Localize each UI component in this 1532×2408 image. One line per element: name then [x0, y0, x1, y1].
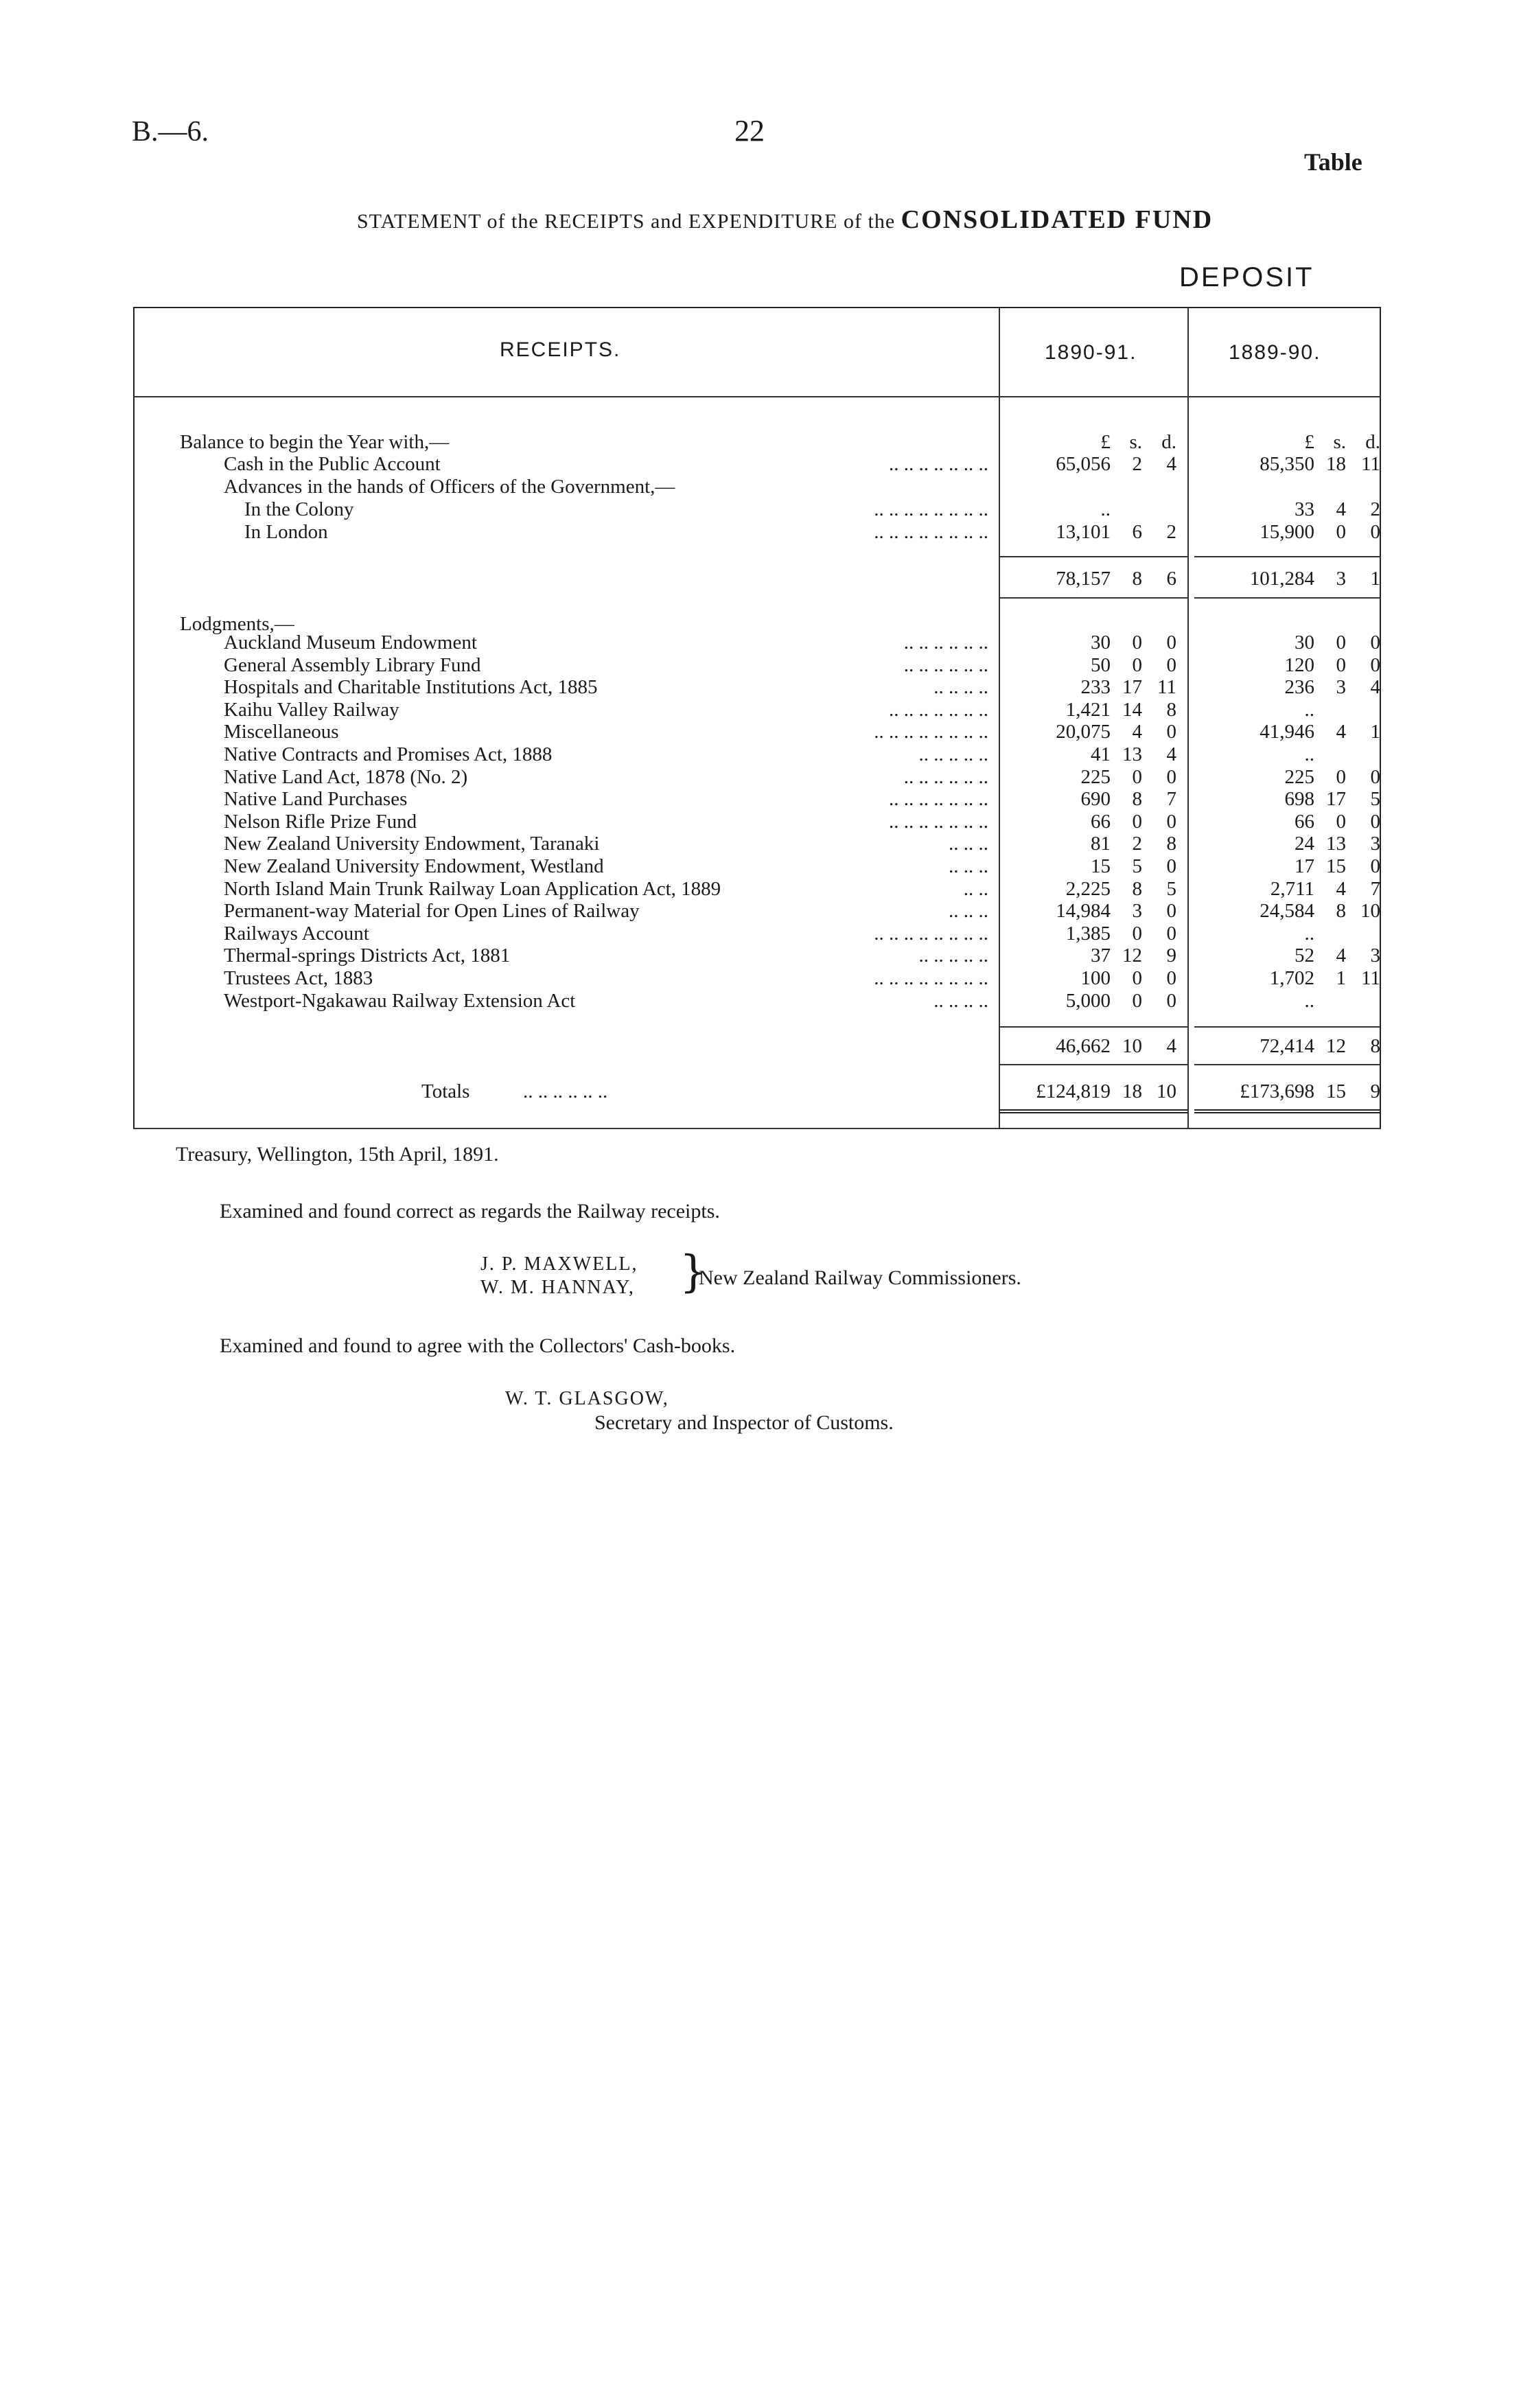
amount-pence: 8 — [1166, 833, 1176, 855]
amount-pence: 4 — [1166, 453, 1176, 475]
document-code: B.—6. — [132, 116, 209, 148]
shillings-unit: s. — [1129, 431, 1142, 453]
amount-pounds: 225 — [1080, 765, 1111, 788]
prev-amount-pounds: 225 — [1284, 765, 1314, 788]
brace-glyph: } — [680, 1247, 708, 1297]
statement-title — [357, 205, 1213, 235]
amount-pounds: 30 — [1091, 632, 1111, 653]
prev-amount-pounds: 41,946 — [1260, 721, 1314, 743]
shillings-unit: s. — [1333, 431, 1346, 453]
table-row — [0, 521, 1532, 544]
table-row — [0, 699, 1532, 721]
row-leader: .. .. .. .. .. .. .. .. — [874, 922, 988, 945]
prev-amount-pence: 0 — [1370, 810, 1380, 833]
prev-amount-pounds: .. — [1304, 698, 1314, 721]
prev-amount-pence: 3 — [1370, 833, 1380, 855]
prev-amount-pounds: 24,584 — [1260, 900, 1314, 923]
prev-amount-pounds: .. — [1304, 922, 1314, 945]
amount-shillings: 13 — [1122, 743, 1142, 765]
prev-amount-pounds: .. — [1304, 989, 1314, 1012]
prev-amount-shillings: 18 — [1326, 453, 1346, 475]
railway-examination-note: Examined and found correct as regards the Railway receipts. — [220, 1200, 720, 1223]
prev-amount-pounds: 120 — [1284, 653, 1314, 676]
prev-amount-pence: 7 — [1370, 877, 1380, 900]
prev-amount-shillings: 4 — [1336, 945, 1346, 967]
row-leader: .. .. .. .. — [933, 676, 988, 699]
lodgments-total-shillings-prev: 12 — [1326, 1035, 1346, 1057]
grand-total-pence-prev: 9 — [1370, 1080, 1380, 1102]
prev-amount-shillings: 4 — [1336, 877, 1346, 900]
amount-pounds: 15 — [1091, 855, 1111, 877]
row-leader: .. .. .. .. .. .. .. .. — [874, 498, 988, 520]
prev-amount-pounds: 236 — [1284, 676, 1314, 699]
balance-total-pence-prev: 1 — [1370, 568, 1380, 590]
table-row — [0, 811, 1532, 833]
year-1890-91-header: 1890-91. — [1045, 341, 1137, 364]
lodgments-total-pence: 4 — [1166, 1035, 1176, 1057]
amount-shillings: 8 — [1132, 788, 1142, 811]
prev-amount-pence: 0 — [1370, 765, 1380, 788]
totals-leader: .. .. .. .. .. .. — [523, 1080, 608, 1102]
amount-pounds: 690 — [1080, 788, 1111, 811]
page-subtitle: DEPOSIT — [1179, 262, 1314, 292]
amount-shillings: 0 — [1132, 922, 1142, 945]
grand-total-shillings-prev: 15 — [1326, 1080, 1346, 1102]
amount-pounds: 1,421 — [1065, 698, 1111, 721]
row-leader: .. .. .. .. .. .. .. — [889, 810, 988, 833]
prev-amount-pounds: 1,702 — [1269, 967, 1314, 989]
balance-total-shillings: 8 — [1132, 568, 1142, 590]
amount-pounds: 20,075 — [1056, 721, 1111, 743]
amount-shillings: 12 — [1122, 945, 1142, 967]
prev-amount-pence: 0 — [1370, 653, 1380, 676]
row-leader: .. .. .. — [949, 855, 988, 877]
subtotal-rule — [1194, 1064, 1381, 1065]
amount-pence: 4 — [1166, 743, 1176, 765]
commissioners-title: New Zealand Railway Commissioners. — [699, 1266, 1021, 1289]
amount-shillings: 0 — [1132, 765, 1142, 788]
amount-shillings: 4 — [1132, 721, 1142, 743]
subtotal-rule — [1194, 597, 1381, 599]
page-number: 22 — [734, 114, 765, 148]
row-leader: .. .. .. .. .. .. .. — [889, 453, 988, 475]
table-row — [0, 923, 1532, 945]
prev-amount-shillings: 0 — [1336, 653, 1346, 676]
row-label: North Island Main Trunk Railway Loan Application Act, 1889 — [224, 877, 721, 900]
prev-amount-shillings: 0 — [1336, 810, 1346, 833]
subtotal-rule — [1194, 1026, 1381, 1028]
amount-shillings: 0 — [1132, 632, 1142, 653]
subtotal-rule — [1194, 556, 1381, 557]
amount-shillings: 6 — [1132, 521, 1142, 543]
row-leader: .. .. .. .. .. — [918, 945, 988, 967]
prev-amount-shillings: 4 — [1336, 498, 1346, 520]
amount-pounds: 37 — [1091, 945, 1111, 967]
balance-total-shillings-prev: 3 — [1336, 568, 1346, 590]
prev-amount-shillings: 0 — [1336, 632, 1346, 653]
subtotal-rule — [999, 597, 1187, 599]
amount-pence: 0 — [1166, 967, 1176, 989]
table-row — [0, 654, 1532, 677]
prev-amount-pence: 0 — [1370, 855, 1380, 877]
row-label: Trustees Act, 1883 — [224, 967, 373, 989]
amount-pence: 2 — [1166, 521, 1176, 543]
row-leader: .. .. .. .. .. .. — [903, 632, 988, 653]
place-and-date: Treasury, Wellington, 15th April, 1891. — [176, 1143, 499, 1166]
table-row — [0, 855, 1532, 878]
amount-pounds: 1,385 — [1065, 922, 1111, 945]
row-label: In London — [244, 521, 328, 543]
amount-pence: 0 — [1166, 653, 1176, 676]
amount-pence: 0 — [1166, 721, 1176, 743]
table-row — [0, 721, 1532, 743]
amount-pence: 0 — [1166, 900, 1176, 923]
prev-amount-pounds: 52 — [1295, 945, 1314, 967]
amount-shillings: 0 — [1132, 810, 1142, 833]
prev-amount-shillings: 17 — [1326, 788, 1346, 811]
row-leader: .. .. — [963, 877, 988, 900]
lodgments-heading: Lodgments,— — [180, 613, 294, 635]
amount-shillings: 2 — [1132, 833, 1142, 855]
table-row — [0, 632, 1532, 654]
prev-amount-pounds: 2,711 — [1270, 877, 1314, 900]
subtotal-rule — [999, 1064, 1187, 1065]
pounds-unit: £ — [1100, 431, 1111, 453]
row-label: Permanent-way Material for Open Lines of Railway — [224, 900, 640, 923]
row-leader: .. .. .. .. .. .. .. — [889, 788, 988, 811]
table-row — [0, 833, 1532, 855]
row-label: Hospitals and Charitable Institutions Act, 1885 — [224, 676, 598, 699]
lodgments-total-pounds-prev: 72,414 — [1260, 1035, 1314, 1057]
balance-subtotal-row — [0, 568, 1532, 590]
row-label: Miscellaneous — [224, 721, 339, 743]
amount-pounds: 233 — [1080, 676, 1111, 699]
row-leader: .. .. .. .. .. .. .. .. — [874, 967, 988, 989]
row-label: Cash in the Public Account — [224, 453, 441, 475]
amount-pounds: 81 — [1091, 833, 1111, 855]
table-row — [0, 498, 1532, 521]
row-leader: .. .. .. .. .. .. .. .. — [874, 721, 988, 743]
prev-amount-shillings: 13 — [1326, 833, 1346, 855]
statement-fund: CONSOLIDATED FUND — [901, 205, 1214, 234]
amount-shillings: 17 — [1122, 676, 1142, 699]
prev-amount-pounds: 24 — [1295, 833, 1314, 855]
row-label: Native Land Purchases — [224, 788, 408, 811]
amount-shillings: 0 — [1132, 653, 1142, 676]
table-row — [0, 945, 1532, 967]
table-row — [0, 766, 1532, 789]
lodgments-total-shillings: 10 — [1122, 1035, 1142, 1057]
row-leader: .. .. .. .. .. .. .. .. — [874, 521, 988, 543]
prev-amount-pence: 10 — [1360, 900, 1380, 923]
prev-amount-pounds: 33 — [1295, 498, 1314, 520]
signatory-glasgow: W. T. GLASGOW, — [505, 1388, 669, 1409]
amount-pence: 5 — [1166, 877, 1176, 900]
amount-pounds: 2,225 — [1065, 877, 1111, 900]
amount-pence: 0 — [1166, 989, 1176, 1012]
lodgments-subtotal-row — [0, 1035, 1532, 1058]
amount-pence: 0 — [1166, 855, 1176, 877]
customs-examination-note: Examined and found to agree with the Collectors' Cash-books. — [220, 1334, 736, 1357]
amount-pounds: 14,984 — [1056, 900, 1111, 923]
table-row — [0, 788, 1532, 811]
prev-amount-pounds: .. — [1304, 743, 1314, 765]
prev-amount-pounds: 17 — [1295, 855, 1314, 877]
row-label: Nelson Rifle Prize Fund — [224, 810, 417, 833]
prev-amount-pence: 0 — [1370, 632, 1380, 653]
prev-amount-pence: 11 — [1361, 967, 1380, 989]
table-row — [0, 967, 1532, 990]
row-label: Kaihu Valley Railway — [224, 698, 399, 721]
prev-amount-pounds: 15,900 — [1260, 521, 1314, 543]
row-label: Railways Account — [224, 922, 369, 945]
pounds-unit: £ — [1304, 431, 1314, 453]
row-label: New Zealand University Endowment, Westland — [224, 855, 604, 877]
row-label: Advances in the hands of Officers of the Government,— — [224, 476, 675, 498]
prev-amount-pence: 4 — [1370, 676, 1380, 699]
balance-heading: Balance to begin the Year with,— — [180, 431, 450, 453]
amount-shillings: 0 — [1132, 967, 1142, 989]
amount-pence: 0 — [1166, 632, 1176, 653]
table-row — [0, 476, 1532, 498]
table-label: Table — [1304, 148, 1362, 176]
table-row — [0, 453, 1532, 476]
amount-pence: 0 — [1166, 810, 1176, 833]
prev-amount-pounds: 30 — [1295, 632, 1314, 653]
header-rule — [133, 396, 1381, 397]
amount-shillings: 14 — [1122, 698, 1142, 721]
balance-total-pence: 6 — [1166, 568, 1176, 590]
prev-amount-pence: 3 — [1370, 945, 1380, 967]
signatory-hannay: W. M. HANNAY, — [480, 1277, 635, 1298]
row-label: Thermal-springs Districts Act, 1881 — [224, 945, 511, 967]
grand-total-pounds: £124,819 — [1036, 1080, 1111, 1102]
amount-pence: 8 — [1166, 698, 1176, 721]
year-1889-90-header: 1889-90. — [1229, 341, 1321, 364]
amount-pence: 0 — [1166, 765, 1176, 788]
signatory-glasgow-title: Secretary and Inspector of Customs. — [594, 1411, 894, 1434]
prev-amount-shillings: 3 — [1336, 676, 1346, 699]
row-leader: .. .. .. .. .. .. — [903, 653, 988, 676]
prev-amount-pounds: 66 — [1295, 810, 1314, 833]
balance-total-pounds-prev: 101,284 — [1249, 568, 1314, 590]
prev-amount-shillings: 1 — [1336, 967, 1346, 989]
row-leader: .. .. .. .. .. .. — [903, 765, 988, 788]
table-row — [0, 676, 1532, 699]
prev-amount-pence: 11 — [1361, 453, 1380, 475]
amount-shillings: 2 — [1132, 453, 1142, 475]
table-bottom-rule — [133, 1128, 1381, 1129]
row-label: Auckland Museum Endowment — [224, 632, 477, 653]
prev-amount-shillings: 0 — [1336, 521, 1346, 543]
lodgments-total-pounds: 46,662 — [1056, 1035, 1111, 1057]
amount-shillings: 0 — [1132, 989, 1142, 1012]
pence-unit: d. — [1161, 431, 1176, 453]
table-row — [0, 743, 1532, 766]
signatory-maxwell: J. P. MAXWELL, — [480, 1253, 638, 1275]
grand-total-pence: 10 — [1157, 1080, 1176, 1102]
amount-pounds: 41 — [1091, 743, 1111, 765]
table-row — [0, 878, 1532, 901]
amount-pounds: .. — [1100, 498, 1111, 520]
amount-pounds: 65,056 — [1056, 453, 1111, 475]
amount-pounds: 66 — [1091, 810, 1111, 833]
table-row — [0, 900, 1532, 923]
amount-shillings: 8 — [1132, 877, 1142, 900]
prev-amount-pence: 0 — [1370, 521, 1380, 543]
prev-amount-shillings: 4 — [1336, 721, 1346, 743]
row-label: Westport-Ngakawau Railway Extension Act — [224, 989, 576, 1012]
row-label: In the Colony — [244, 498, 354, 520]
receipts-column-header: RECEIPTS. — [500, 338, 621, 361]
prev-amount-pence: 1 — [1370, 721, 1380, 743]
row-label: General Assembly Library Fund — [224, 653, 481, 676]
grand-total-shillings: 18 — [1122, 1080, 1142, 1102]
lodgments-total-pence-prev: 8 — [1370, 1035, 1380, 1057]
amount-shillings: 5 — [1132, 855, 1142, 877]
prev-amount-pounds: 698 — [1284, 788, 1314, 811]
row-leader: .. .. .. .. — [933, 989, 988, 1012]
row-label: New Zealand University Endowment, Taranaki — [224, 833, 600, 855]
row-leader: .. .. .. .. .. .. .. — [889, 698, 988, 721]
prev-amount-pounds: 85,350 — [1260, 453, 1314, 475]
amount-pounds: 13,101 — [1056, 521, 1111, 543]
amount-pence: 9 — [1166, 945, 1176, 967]
prev-amount-pence: 2 — [1370, 498, 1380, 520]
prev-amount-pence: 5 — [1370, 788, 1380, 811]
totals-label: Totals — [421, 1080, 470, 1102]
grand-total-pounds-prev: £173,698 — [1240, 1080, 1314, 1102]
subtotal-rule — [999, 1026, 1187, 1028]
row-leader: .. .. .. — [949, 833, 988, 855]
prev-amount-shillings: 0 — [1336, 765, 1346, 788]
row-label: Native Contracts and Promises Act, 1888 — [224, 743, 553, 765]
amount-pence: 11 — [1157, 676, 1176, 699]
amount-pounds: 100 — [1080, 967, 1111, 989]
row-leader: .. .. .. — [949, 900, 988, 923]
amount-pence: 7 — [1166, 788, 1176, 811]
total-double-rule — [1194, 1109, 1381, 1113]
totals-row — [0, 1080, 1532, 1103]
row-label: Native Land Act, 1878 (No. 2) — [224, 765, 468, 788]
prev-amount-shillings: 15 — [1326, 855, 1346, 877]
statement-prefix: STATEMENT of the RECEIPTS and EXPENDITURE of the — [357, 210, 896, 233]
total-double-rule — [999, 1109, 1187, 1113]
table-row — [0, 990, 1532, 1012]
amount-shillings: 3 — [1132, 900, 1142, 923]
amount-pounds: 5,000 — [1065, 989, 1111, 1012]
subtotal-rule — [999, 556, 1187, 557]
amount-pence: 0 — [1166, 922, 1176, 945]
row-leader: .. .. .. .. .. — [918, 743, 988, 765]
prev-amount-shillings: 8 — [1336, 900, 1346, 923]
units-row — [0, 431, 1532, 454]
amount-pounds: 50 — [1091, 653, 1111, 676]
pence-unit: d. — [1365, 431, 1380, 453]
balance-total-pounds: 78,157 — [1056, 568, 1111, 590]
